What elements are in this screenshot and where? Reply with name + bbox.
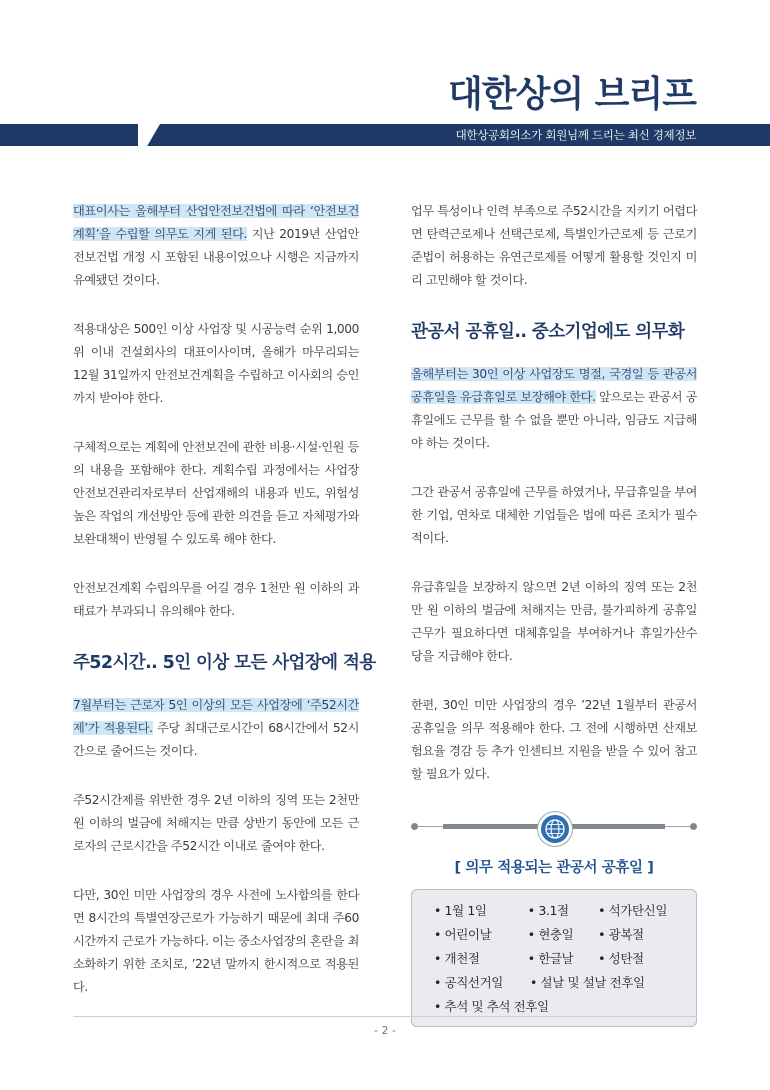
holiday-list-box xyxy=(411,889,697,1027)
paragraph-text: 주당 최대근로시간이 68시간에서 52시간으로 줄어드는 것이다. xyxy=(73,721,359,758)
holiday-row xyxy=(434,922,686,946)
globe-icon xyxy=(538,812,572,846)
highlight-text: 대표이사는 올해부터 산업안전보건법에 따라 ‘안전보건계획’을 수립할 의무도 지게 된다. xyxy=(73,204,359,241)
paragraph: 한편, 30인 미만 사업장의 경우 ’22년 1월부터 관공서 공휴일을 의무 적용해야 한다. 그 전에 시행하면 산재보험요율 경감 등 추가 인센티브 지원을 받을 수 있어 참고할 필요가 있다. xyxy=(411,698,697,781)
highlight-text: 7월부터는 근로자 5인 이상의 모든 사업장에 ‘주52시간제’가 적용된다. xyxy=(73,698,359,735)
highlight-text: 올해부터는 30인 이상 사업장도 명절, 국경일 등 관공서 공휴일을 유급휴일로 보장해야 한다. xyxy=(411,367,697,404)
holiday-item: • 현충일 xyxy=(528,925,598,943)
divider-dot xyxy=(690,823,697,830)
footer-line xyxy=(73,1016,697,1017)
paragraph: 다만, 30인 미만 사업장의 경우 사전에 노사합의를 한다면 8시간의 특별연장근로가 가능하기 때문에 최대 주60시간까지 근로가 가능하다. 이는 중소사업장의 혼란을 최소화하기 위한 조치로, ’22년 말까지 한시적으로 적용된다. xyxy=(73,888,359,994)
holiday-item: • 한글날 xyxy=(528,949,598,967)
holiday-row xyxy=(434,898,686,922)
holiday-row xyxy=(434,970,686,994)
holiday-item: • 광복절 xyxy=(598,925,686,943)
paragraph xyxy=(411,363,697,455)
divider-dot xyxy=(411,823,418,830)
paragraph: 적용대상은 500인 이상 사업장 및 시공능력 순위 1,000위 이내 건설회사의 대표이사이며, 올해가 마무리되는 12월 31일까지 안전보건계획을 수립하고 이사회의 승인까지 받아야 한다. xyxy=(73,322,359,405)
paragraph: 구체적으로는 계획에 안전보건에 관한 비용·시설·인원 등의 내용을 포함해야 한다. 계획수립 과정에서는 사업장 안전보건관리자로부터 산업재해의 내용과 빈도, 위험성 높은 작업의 개선방안 등에 관한 의견을 듣고 자체평가와 보완대책이 반영될 수 있도록 해야 한다. xyxy=(73,440,359,546)
paragraph xyxy=(73,694,359,763)
holiday-item: • 1월 1일 xyxy=(434,901,528,919)
holiday-box-title: [ 의무 적용되는 관공서 공휴일 ] xyxy=(454,860,654,876)
holiday-item: • 3.1절 xyxy=(528,901,598,919)
page-number: - 2 - xyxy=(374,1024,396,1037)
left-column xyxy=(73,200,376,1025)
section-heading: 주52시간.. 5인 이상 모든 사업장에 적용 xyxy=(73,653,376,673)
section-divider xyxy=(411,812,697,842)
right-column xyxy=(411,200,697,1027)
holiday-item: • 석가탄신일 xyxy=(598,901,686,919)
holiday-item: • 개천절 xyxy=(434,949,528,967)
paragraph-text: 지난 2019년 산업안전보건법 개정 시 포함된 내용이었으나 시행은 지금까지 유예됐던 것이다. xyxy=(73,227,359,287)
holiday-item: • 설날 및 설날 전후일 xyxy=(530,973,645,991)
paragraph: 안전보건계획 수립의무를 어길 경우 1천만 원 이하의 과태료가 부과되니 유의해야 한다. xyxy=(73,581,359,618)
paragraph: 그간 관공서 공휴일에 근무를 하였거나, 무급휴일을 부여한 기업, 연차로 대체한 기업들은 법에 따른 조치가 필수적이다. xyxy=(411,485,697,545)
holiday-item: • 추석 및 추석 전후일 xyxy=(434,997,549,1015)
holiday-item: • 공직선거일 xyxy=(434,973,530,991)
header-left-block xyxy=(0,124,138,146)
holiday-item: • 어린이날 xyxy=(434,925,528,943)
paragraph: 업무 특성이나 인력 부족으로 주52시간을 지키기 어렵다면 탄력근로제나 선택근로제, 특별인가근로제 등 근로기준법이 허용하는 유연근로제를 어떻게 활용할 것인지 미리 고민해야 할 것이다. xyxy=(411,204,697,287)
holiday-item: • 성탄절 xyxy=(598,949,686,967)
paragraph: 주52시간제를 위반한 경우 2년 이하의 징역 또는 2천만 원 이하의 벌금에 처해지는 만큼 상반기 동안에 모든 근로자의 근로시간을 주52시간 이내로 줄여야 한다. xyxy=(73,793,359,853)
paragraph-text: 앞으로는 관공서 공휴일에도 근무를 할 수 없을 뿐만 아니라, 임금도 지급해야 하는 것이다. xyxy=(411,390,697,450)
paragraph xyxy=(73,200,359,292)
holiday-row xyxy=(434,946,686,970)
holiday-row xyxy=(434,994,686,1018)
paragraph: 유급휴일을 보장하지 않으면 2년 이하의 징역 또는 2천만 원 이하의 벌금에 처해지는 만큼, 불가피하게 공휴일 근무가 필요하다면 대체휴일을 부여하거나 휴일가산수당을 지급해야 한다. xyxy=(411,580,697,663)
publication-title: 대한상의 브리프 xyxy=(448,74,696,115)
publication-subtitle: 대한상공회의소가 회원님께 드리는 최신 경제정보 xyxy=(455,128,696,142)
section-heading: 관공서 공휴일.. 중소기업에도 의무화 xyxy=(411,322,685,342)
